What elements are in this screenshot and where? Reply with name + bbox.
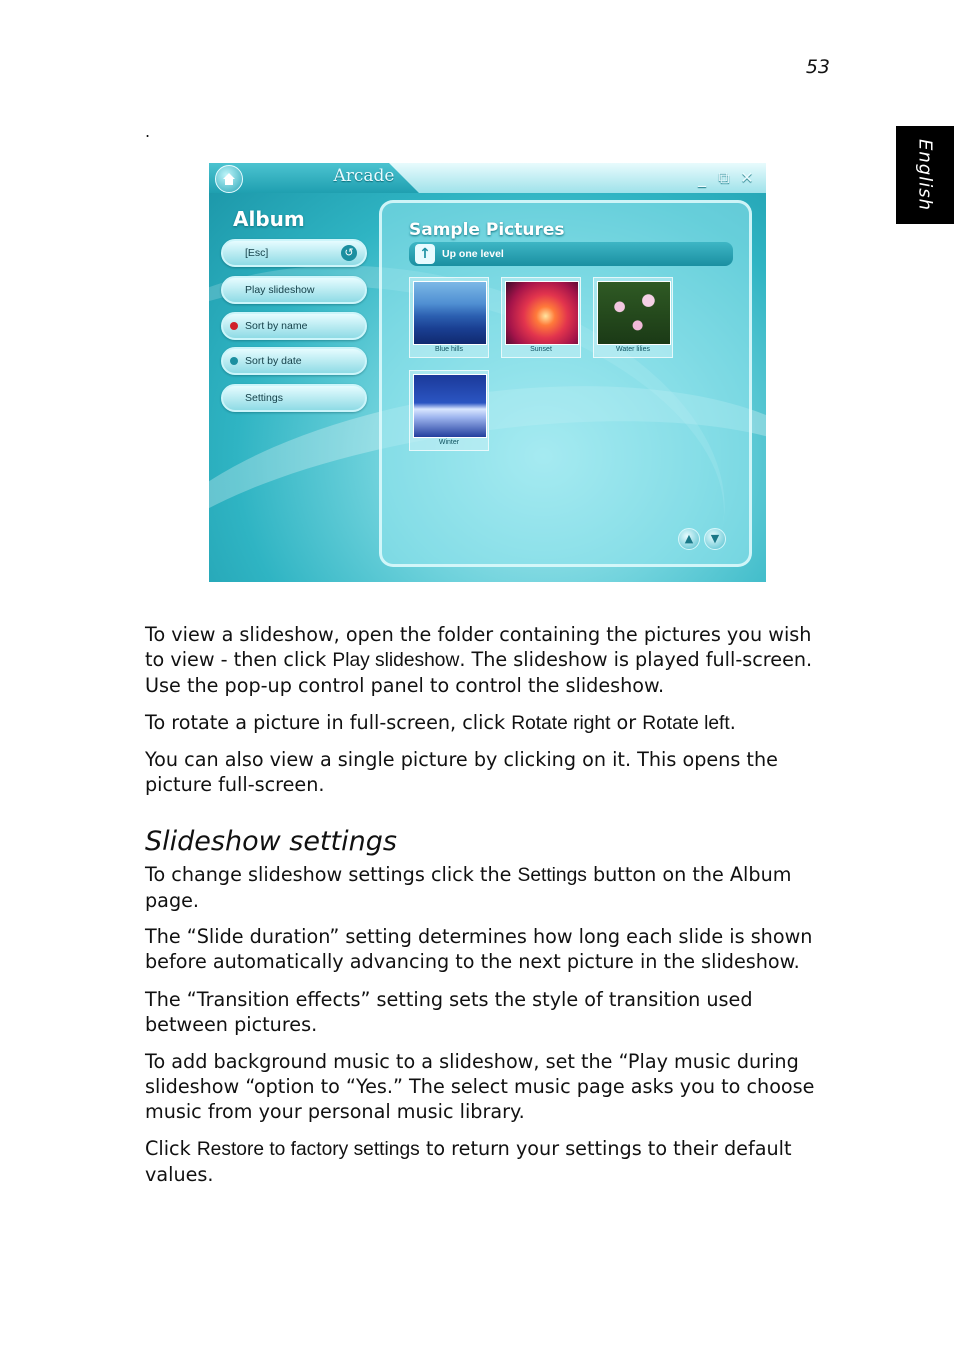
- up-arrow-icon: ↑: [415, 244, 435, 264]
- close-button[interactable]: ✕: [740, 168, 754, 187]
- album-title: Album: [233, 207, 305, 231]
- chevron-up-icon: ▲: [684, 532, 694, 545]
- text: .: [729, 711, 736, 734]
- home-button[interactable]: [215, 165, 243, 193]
- paragraph-restore-defaults: [145, 1136, 835, 1187]
- thumbnail-blue-hills[interactable]: [409, 277, 489, 358]
- thumbnail-winter[interactable]: [409, 370, 489, 451]
- up-one-level-label: Up one level: [442, 248, 504, 260]
- minimize-button[interactable]: _: [698, 168, 706, 187]
- text: To rotate a picture in full-screen, click: [145, 711, 512, 734]
- arcade-album-screenshot: [209, 163, 766, 582]
- ui-reference: Restore to factory settings: [196, 1139, 420, 1160]
- chevron-down-icon: ▼: [710, 532, 720, 545]
- paragraph-background-music: To add background music to a slideshow, set the “Play music during slideshow “option to “Yes.” The select music page asks you to choose music from your personal music library.: [145, 1050, 815, 1123]
- pictures-panel: [379, 200, 752, 567]
- back-arrow-icon: ↺: [341, 245, 357, 261]
- sort-by-date-label: Sort by date: [245, 355, 302, 367]
- paragraph-rotate: [145, 710, 835, 736]
- thumbnail-sunset[interactable]: [501, 277, 581, 358]
- sort-by-date-button[interactable]: [221, 347, 367, 375]
- ui-reference: Rotate left: [642, 713, 730, 734]
- language-tab-label: English: [914, 139, 936, 211]
- up-one-level-button[interactable]: [409, 242, 733, 266]
- sort-by-name-button[interactable]: [221, 312, 367, 340]
- section-title: Slideshow settings: [145, 826, 397, 857]
- thumbnail-caption: Sunset: [530, 346, 552, 353]
- play-slideshow-button[interactable]: [221, 276, 367, 304]
- home-icon: [221, 171, 237, 187]
- paragraph-transition-effects: The “Transition effects” setting sets the style of transition used between pictures.: [145, 988, 753, 1036]
- scroll-down-button[interactable]: [704, 528, 726, 550]
- restore-button[interactable]: ⧉: [718, 168, 730, 187]
- settings-button[interactable]: [221, 384, 367, 412]
- ui-reference: Rotate right: [511, 713, 611, 734]
- thumbnail-caption: Winter: [438, 439, 460, 446]
- thumbnail-image: [413, 374, 487, 438]
- text: to return your settings to their default values.: [145, 1137, 792, 1186]
- paragraph-single-picture: You can also view a single picture by clicking on it. This opens the picture full-screen.: [145, 748, 778, 796]
- paragraph-change-settings: [145, 862, 835, 913]
- esc-label: [Esc]: [245, 247, 269, 259]
- scroll-up-button[interactable]: [678, 528, 700, 550]
- text: button on the Album page.: [145, 863, 792, 912]
- sort-by-name-label: Sort by name: [245, 320, 308, 332]
- thumbnail-caption: Water lilies: [616, 346, 650, 353]
- ui-reference: Settings: [517, 865, 587, 886]
- language-tab: [896, 126, 954, 224]
- ui-reference: Play slideshow: [332, 650, 460, 671]
- settings-label: Settings: [245, 392, 283, 404]
- panel-title: Sample Pictures: [409, 220, 565, 240]
- thumbnail-water-lilies[interactable]: [593, 277, 673, 358]
- esc-button[interactable]: [221, 239, 367, 267]
- app-title: Arcade: [333, 166, 395, 186]
- text: To view a slideshow, open the folder containing the pictures you wish to view - then click: [145, 623, 812, 671]
- text: . The slideshow is played full-screen. Use the pop-up control panel to control the slideshow.: [145, 648, 813, 697]
- play-slideshow-label: Play slideshow: [245, 284, 315, 296]
- thumbnail-image: [597, 281, 671, 345]
- paragraph-slide-duration: The “Slide duration” setting determines how long each slide is shown before automatically advancing to the next picture in the slideshow.: [145, 925, 813, 973]
- text: or: [610, 711, 643, 734]
- page-number: 53: [805, 56, 830, 78]
- title-bar: [209, 163, 766, 193]
- text: Click: [145, 1137, 197, 1160]
- thumbnail-caption: Blue hills: [434, 346, 463, 353]
- thumbnail-image: [505, 281, 579, 345]
- paragraph-view-slideshow: [145, 622, 835, 698]
- thumbnail-image: [413, 281, 487, 345]
- unselected-dot-icon: [230, 357, 238, 365]
- text: To change slideshow settings click the: [145, 863, 518, 886]
- stray-mark: .: [145, 122, 151, 141]
- selected-dot-icon: [230, 322, 238, 330]
